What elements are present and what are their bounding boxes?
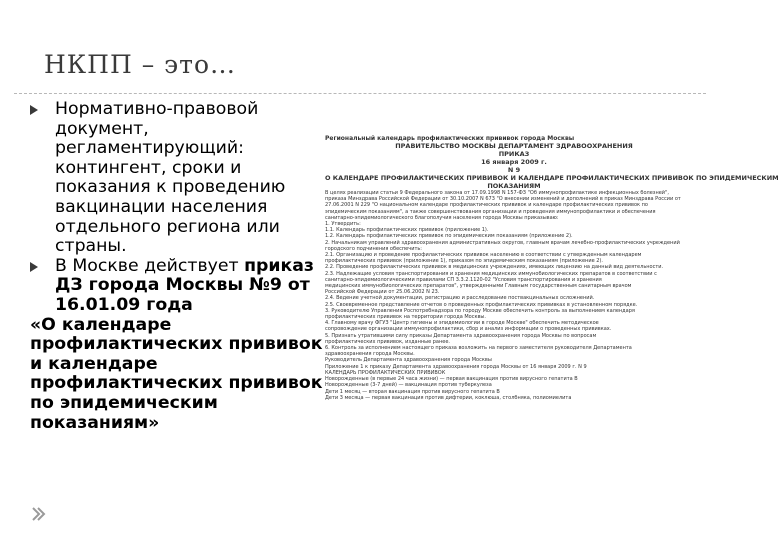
- slide-nav-icon[interactable]: [30, 505, 48, 523]
- scan-line: сопровождение организации иммунопрофилактики, сбор и анализ информации о проведенных прививках.: [325, 326, 612, 333]
- scan-head-number: N 9: [507, 166, 521, 174]
- bullet-text-plain: В Москве действует: [55, 255, 245, 276]
- scan-line: 2.5. Своевременное представление отчетов о проведенных профилактических прививках в установленном порядке.: [325, 301, 638, 308]
- scan-line: 1.1. Календарь профилактических прививок (приложение 1).: [325, 227, 489, 234]
- scan-line: 2.4. Ведение учетной документации, регистрацию и расследование поствакцинальных осложнений.: [325, 295, 595, 302]
- scan-line: профилактических прививок (приложение 1), приказом по эпидемическим показаниям (приложение 2).: [325, 258, 603, 265]
- scan-header-left: Региональный календарь профилактических прививок города Москвы: [325, 135, 575, 142]
- scan-line: 2. Начальникам управлений здравоохранения административных округов, главным врачам лечебно-профилактических учреждений: [325, 239, 680, 246]
- scan-line: эпидемическим показаниям", а также совершенствования организации и проведения иммунопрофилактики и обеспечения: [325, 208, 656, 215]
- bullet-arrow-icon: [30, 105, 38, 115]
- scan-line: Новорожденные (в первые 24 часа жизни) — первая вакцинация против вирусного гепатита В: [325, 376, 578, 383]
- scan-line: Российской Федерации от 25.06.2002 N 23.: [325, 289, 440, 296]
- scan-line: приказа Минздрава Российской Федерации от 30.10.2007 N 673 "О внесении изменений и дополнений в приказ Минздрава России от: [325, 196, 681, 203]
- scan-line: медицинских иммунобиологических препаратов", утвержденными Главным государственным санитарным врачом: [325, 283, 632, 290]
- scan-line: 5. Признать утратившими силу приказы Департамента здравоохранения города Москвы по вопросам: [325, 332, 597, 339]
- scan-line: 3. Руководителю Управления Роспотребнадзора по городу Москве обеспечить контроль за выполнением календаря: [325, 307, 635, 314]
- scan-line: 6. Контроль за исполнением настоящего приказа возложить на первого заместителя руководителя Департамента: [325, 345, 632, 352]
- scan-line: санитарно-эпидемиологического благополучия населения города Москвы приказываю:: [325, 214, 559, 221]
- scan-line: профилактических прививок на территории города Москвы.: [325, 314, 486, 321]
- bullet-text: Нормативно-правовой документ, регламентирующий: контингент, сроки и показания к проведению вакцинации населения отдельного региона или страны.: [55, 99, 286, 257]
- scan-line: Приложение 1 к приказу Департамента здравоохранения города Москвы от 16 января 2009 г. N 9: [325, 363, 587, 370]
- scan-line: санитарно-эпидемиологическими правилами СП 3.3.2.1120-02 "Условия транспортирования и хранения: [325, 276, 602, 283]
- bullet-text-bold: приказ ДЗ города Москвы №9 от 16.01.09 года: [55, 255, 314, 315]
- scan-line: Дети 3 месяца — первая вакцинация против дифтерии, коклюша, столбняка, полиомиелита: [325, 394, 572, 401]
- scan-line: 1.2. Календарь профилактических прививок по эпидемическим показаниям (приложение 2).: [325, 233, 573, 240]
- scan-doc-title: О КАЛЕНДАРЕ ПРОФИЛАКТИЧЕСКИХ ПРИВИВОК И КАЛЕНДАРЕ ПРОФИЛАКТИЧЕСКИХ ПРИВИВОК ПО ЭПИДЕМИЧЕСКИМ: [325, 174, 779, 182]
- scan-line: В целях реализации статьи 9 Федерального закона от 17.09.1998 N 157-ФЗ "Об иммунопрофилактике инфекционных болезней",: [325, 190, 669, 196]
- bullet-arrow-icon: [30, 262, 38, 272]
- scan-line: 2.1. Организацию и проведение профилактических прививок населению в соответствии с утвержденным календарем: [325, 252, 642, 259]
- slide-body: [30, 100, 330, 433]
- scan-line: профилактических прививок, изданные ранее.: [325, 338, 450, 345]
- scan-line: Руководитель Департамента здравоохранения города Москвы: [325, 357, 492, 364]
- scan-line: 27.06.2001 N 229 "О национальном календаре профилактических прививок и календаре профилактических прививок по: [325, 202, 648, 209]
- bullet-item-definition: [30, 100, 330, 257]
- scan-line: здравоохранения города Москвы.: [325, 351, 415, 358]
- order-title-quote: «О календаре профилактических прививок и календаре профилактических прививок по эпидемическим показаниям»: [30, 314, 323, 433]
- scan-line: 4. Главному врачу ФГУЗ "Центр гигиены и эпидемиологии в городе Москве" обеспечить методическое: [325, 320, 599, 327]
- scan-head-date: 16 января 2009 г.: [481, 158, 547, 166]
- scan-head-ministry: ПРАВИТЕЛЬСТВО МОСКВЫ ДЕПАРТАМЕНТ ЗДРАВООХРАНЕНИЯ: [395, 142, 633, 150]
- title-divider: [14, 93, 706, 94]
- scan-line: 2.3. Надлежащие условия транспортирования и хранения медицинских иммунобиологических препаратов в соответствии с: [325, 270, 657, 277]
- scanned-order-document: [325, 135, 779, 435]
- slide-title: НКПП – это…: [44, 50, 237, 79]
- scan-line: Дети 1 месяц — вторая вакцинация против вирусного гепатита В: [325, 388, 500, 395]
- scan-line: 2.2. Проведение профилактических прививок в медицинских учреждениях, имеющих лицензию на данный вид деятельности.: [325, 264, 664, 271]
- scan-head-order: ПРИКАЗ: [498, 150, 530, 158]
- scan-line: КАЛЕНДАРЬ ПРОФИЛАКТИЧЕСКИХ ПРИВИВОК: [325, 369, 446, 376]
- scan-body-lines: [325, 190, 703, 401]
- scan-doc-title-2: ПОКАЗАНИЯМ: [487, 182, 541, 190]
- bullet-item-moscow-order: [30, 257, 330, 316]
- scan-line: 1. Утвердить:: [325, 221, 361, 228]
- scan-line: городского подчинения обеспечить:: [325, 245, 422, 252]
- scan-line: Новорожденные (3-7 дней) — вакцинация против туберкулеза: [325, 382, 492, 389]
